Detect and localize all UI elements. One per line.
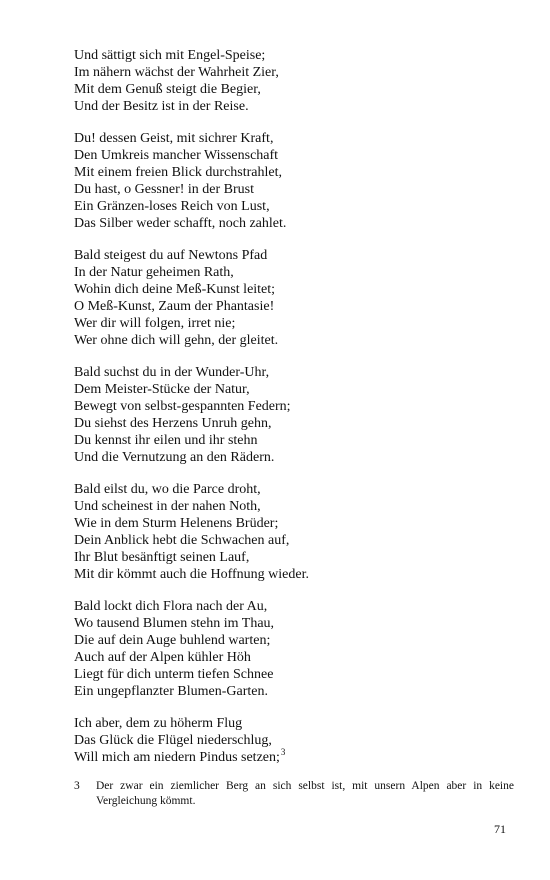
verse-line: Auch auf der Alpen kühler Höh [74, 650, 251, 665]
stanza-6 [74, 598, 514, 700]
verse-line: Dem Meister-Stücke der Natur, [74, 382, 250, 397]
stanza-3 [74, 247, 514, 349]
verse-line: Bald lockt dich Flora nach der Au, [74, 599, 268, 614]
verse-line: Bald eilst du, wo die Parce droht, [74, 482, 261, 497]
footnote-marker[interactable]: 3 [280, 747, 286, 757]
verse-line: Bald suchst du in der Wunder-Uhr, [74, 365, 270, 380]
verse-line: Du hast, o Gessner! in der Brust [74, 182, 255, 197]
verse-line: In der Natur geheimen Rath, [74, 265, 234, 280]
verse-line: Bewegt von selbst-gespannten Federn; [74, 399, 291, 414]
verse-line: Wer dir will folgen, irret nie; [74, 316, 236, 331]
verse-line: Das Silber weder schafft, noch zahlet. [74, 216, 287, 231]
verse-line: Wie in dem Sturm Helenens Brüder; [74, 516, 279, 531]
footnote-number: 3 [74, 780, 80, 792]
verse-line: Wohin dich deine Meß-Kunst leitet; [74, 282, 276, 297]
verse-line: Die auf dein Auge buhlend warten; [74, 633, 271, 648]
verse-line: Und sättigt sich mit Engel-Speise; [74, 48, 266, 63]
poem [74, 47, 514, 781]
verse-line: Ich aber, dem zu höherm Flug [74, 716, 243, 731]
verse-line: Dein Anblick hebt die Schwachen auf, [74, 533, 290, 548]
verse-line: Den Umkreis mancher Wissenschaft [74, 148, 279, 163]
footnote-text: Der zwar ein ziemlicher Berg an sich selbst ist, mit unsern Alpen aber in keine Vergleichung kömmt. [96, 780, 514, 807]
stanza-7 [74, 715, 514, 766]
verse-line: Du! dessen Geist, mit sichrer Kraft, [74, 131, 274, 146]
verse-line: Wer ohne dich will gehn, der gleitet. [74, 333, 279, 348]
stanza-1 [74, 47, 514, 115]
verse-line: Mit dir kömmt auch die Hoffnung wieder. [74, 567, 309, 582]
verse-line: Ein ungepflanzter Blumen-Garten. [74, 684, 268, 699]
stanza-2 [74, 130, 514, 232]
page-number: 71 [494, 822, 506, 836]
stanza-5 [74, 481, 514, 583]
verse-line: Und scheinest in der nahen Noth, [74, 499, 261, 514]
stanza-4 [74, 364, 514, 466]
verse-line: Bald steigest du auf Newtons Pfad [74, 248, 268, 263]
verse-line-text: Will mich am niedern Pindus setzen; [74, 750, 280, 765]
footnote [74, 779, 514, 809]
verse-line: Wo tausend Blumen stehn im Thau, [74, 616, 275, 631]
verse-line: Das Glück die Flügel niederschlug, [74, 733, 272, 748]
verse-line: Mit einem freien Blick durchstrahlet, [74, 165, 282, 180]
verse-line-with-footnote [74, 749, 514, 766]
verse-line: Ihr Blut besänftigt seinen Lauf, [74, 550, 250, 565]
verse-line: Und die Vernutzung an den Rädern. [74, 450, 275, 465]
verse-line: O Meß-Kunst, Zaum der Phantasie! [74, 299, 275, 314]
verse-line: Mit dem Genuß steigt die Begier, [74, 82, 261, 97]
verse-line: Du kennst ihr eilen und ihr stehn [74, 433, 258, 448]
verse-line: Liegt für dich unterm tiefen Schnee [74, 667, 274, 682]
verse-line: Du siehst des Herzens Unruh gehn, [74, 416, 272, 431]
verse-line: Ein Gränzen-loses Reich von Lust, [74, 199, 270, 214]
verse-line: Im nähern wächst der Wahrheit Zier, [74, 65, 279, 80]
verse-line: Und der Besitz ist in der Reise. [74, 99, 249, 114]
